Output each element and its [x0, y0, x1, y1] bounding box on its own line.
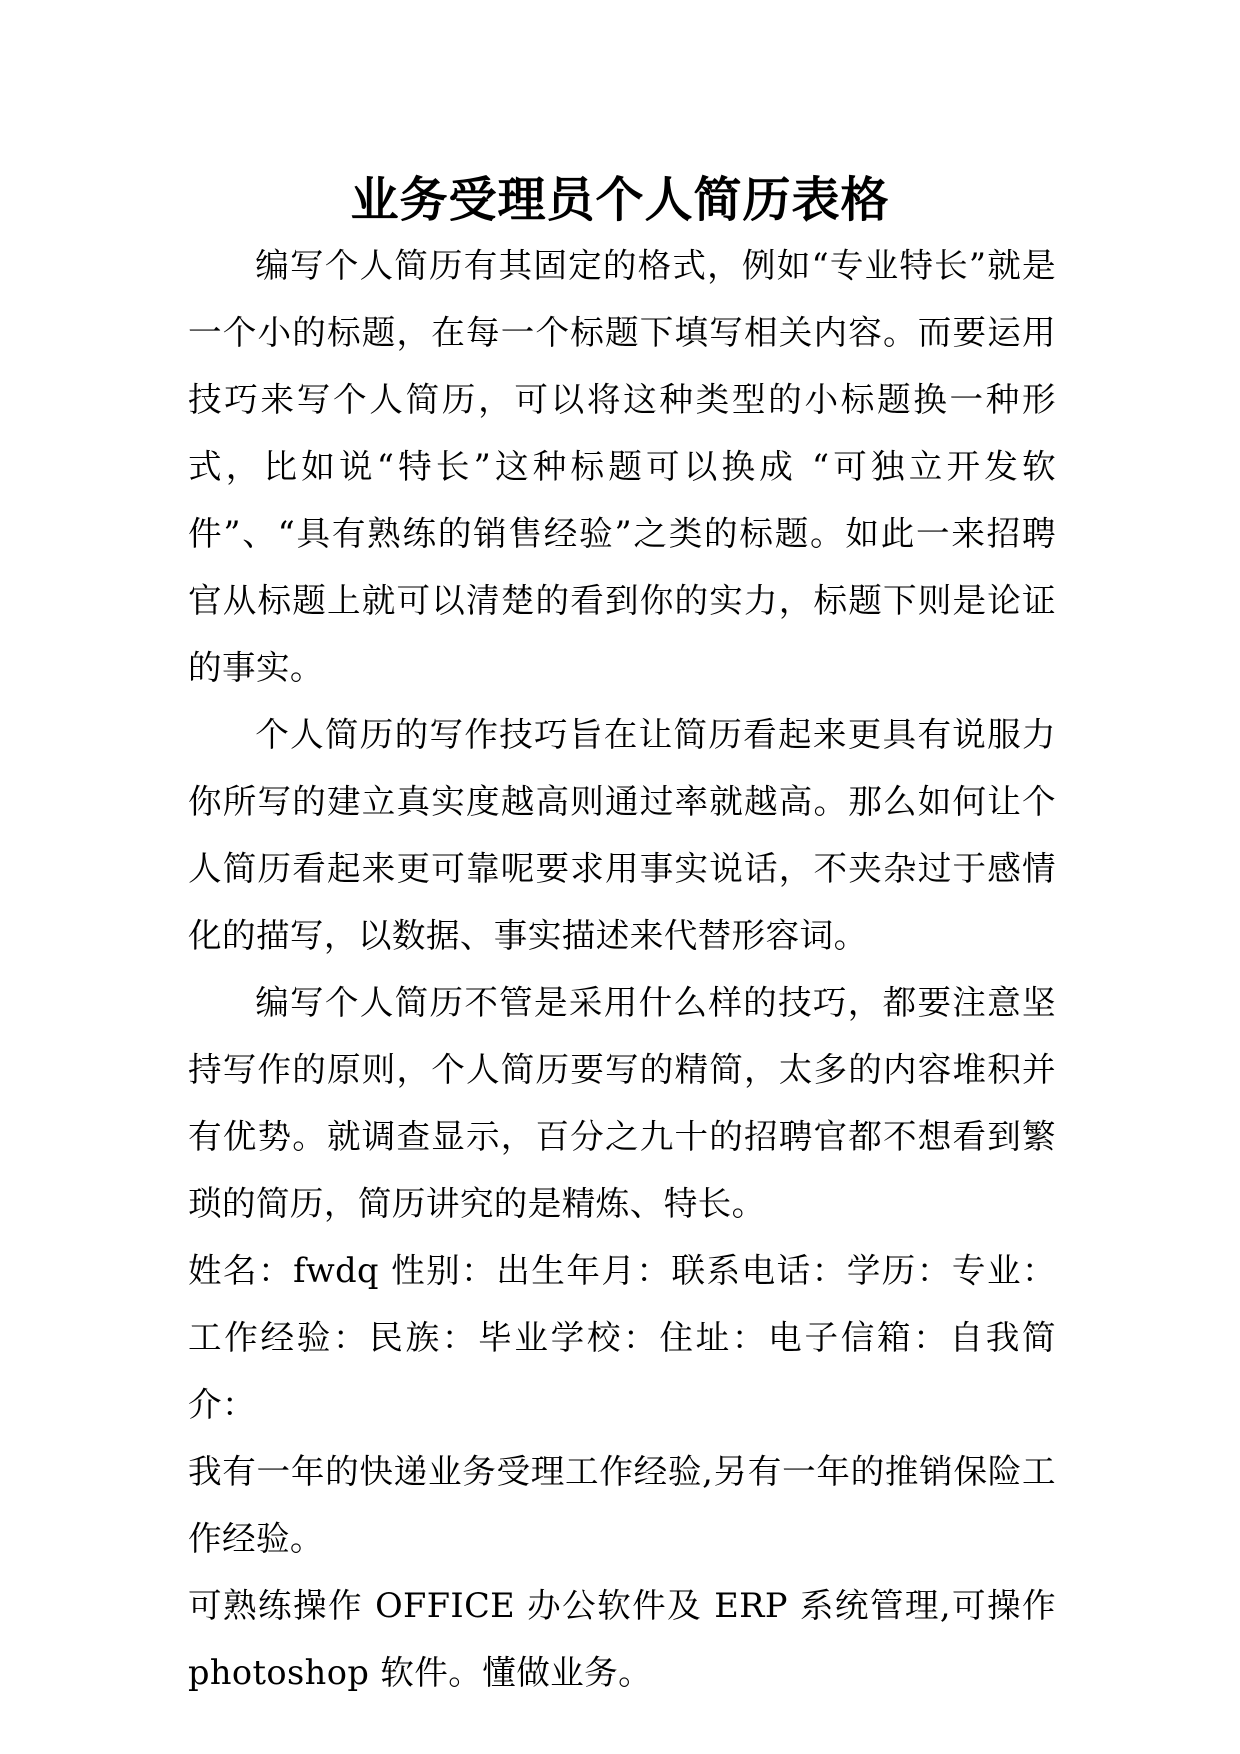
skills-text: 可熟练操作 OFFICE 办公软件及 ERP 系统管理,可操作photoshop 软件。懂做业务。: [188, 1586, 1056, 1692]
paragraph-format-tips: 编写个人简历有其固定的格式，例如“专业特长”就是一个小的标题，在每一个标题下填写相关内容。而要运用技巧来写个人简历，可以将这种类型的小标题换一种形式，比如说“特长”这种标题可以换成 “可独立开发软件”、“具有熟练的销售经验”之类的标题。如此一来招聘官从标题上就可以清楚的看到你的实力，标题下则是论证的事实。: [188, 246, 1056, 687]
paragraph-principles: 编写个人简历不管是采用什么样的技巧，都要注意坚持写作的原则，个人简历要写的精简，太多的内容堆积并有优势。就调查显示，百分之九十的招聘官都不想看到繁琐的简历，简历讲究的是精炼、特长。: [188, 983, 1056, 1223]
personal-info-fields: 姓名：fwdq 性别：出生年月：联系电话：学历：专业：工作经验：民族：毕业学校：住址：电子信箱：自我简介：: [188, 1251, 1056, 1424]
document-body: [188, 232, 1056, 1706]
document-title: 业务受理员个人简历表格: [350, 172, 890, 228]
paragraph-writing-tips: 个人简历的写作技巧旨在让简历看起来更具有说服力你所写的建立真实度越高则通过率就越高。那么如何让个人简历看起来更可靠呢要求用事实说话，不夹杂过于感情化的描写，以数据、事实描述来代替形容词。: [188, 715, 1056, 955]
work-experience-text: 我有一年的快递业务受理工作经验,另有一年的推销保险工作经验。: [188, 1452, 1056, 1558]
